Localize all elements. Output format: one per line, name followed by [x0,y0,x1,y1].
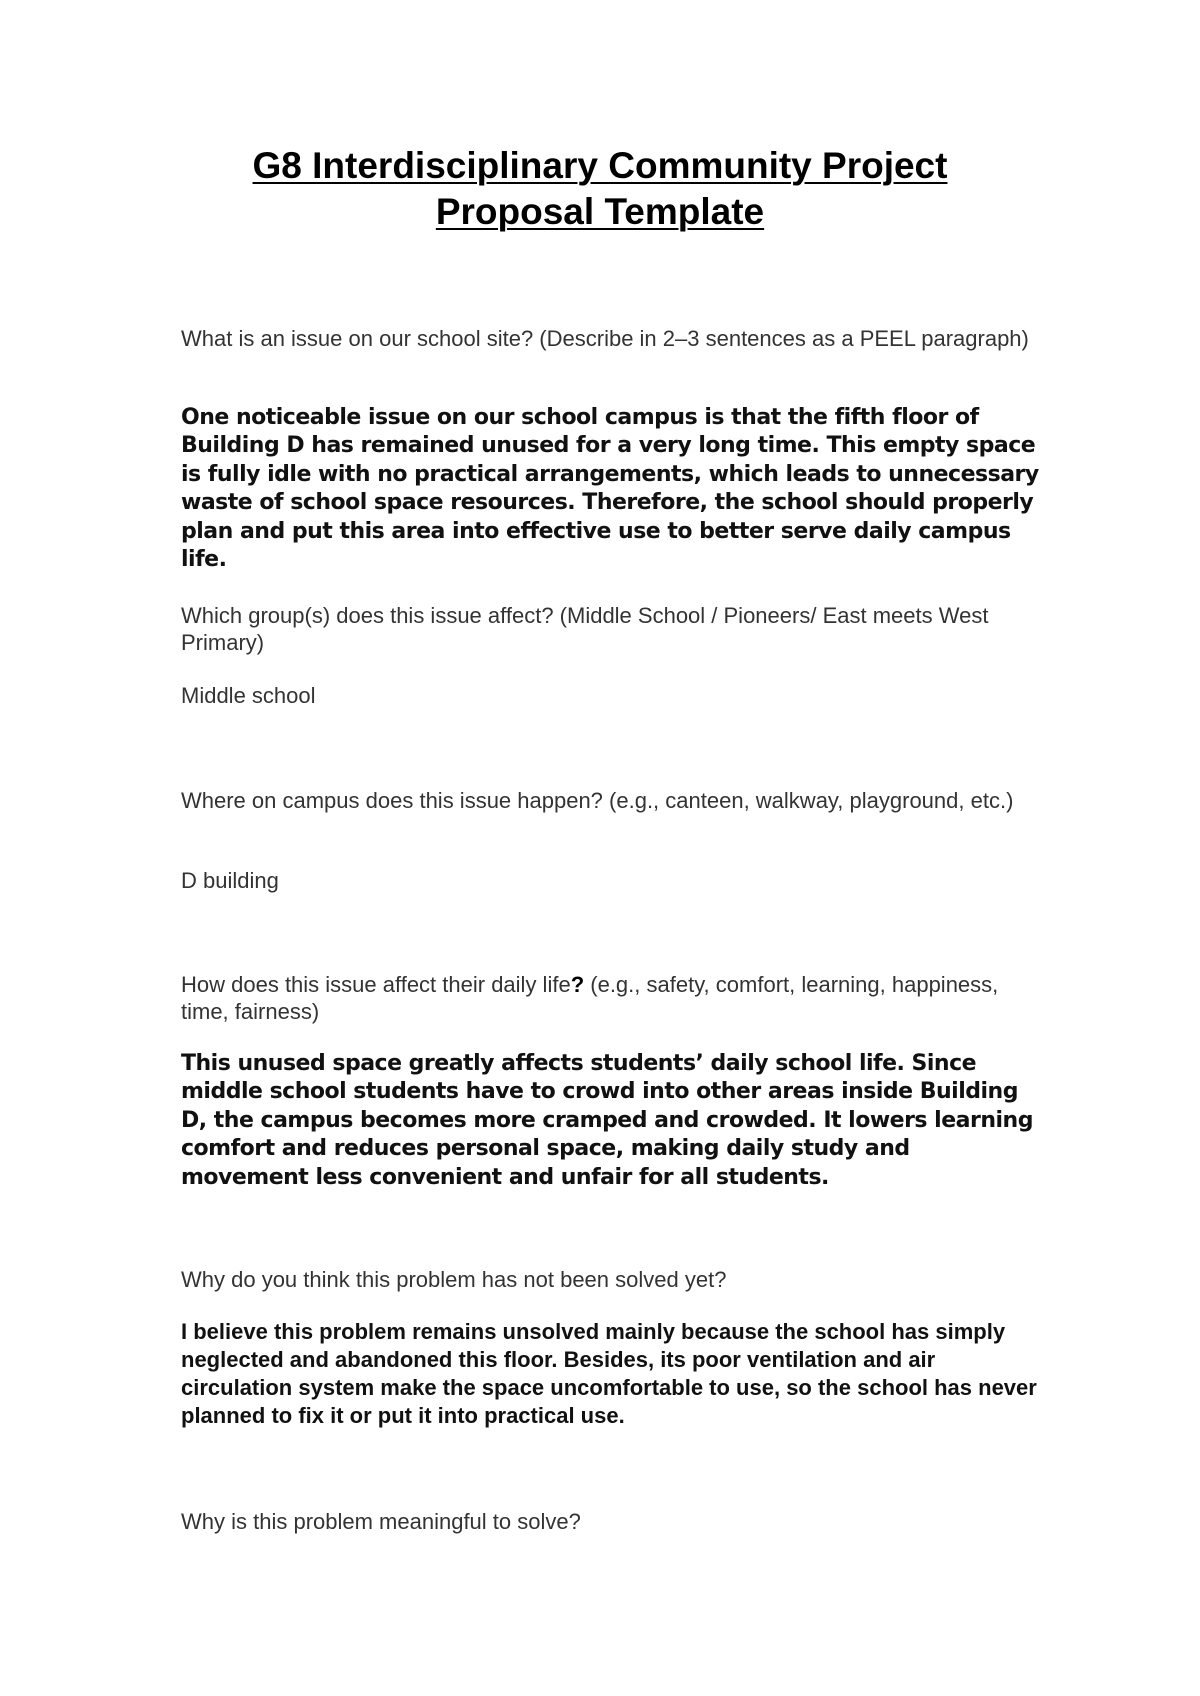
question-daily-life-impact [181,971,1041,1025]
title-line-1: G8 Interdisciplinary Community Project [252,145,948,186]
answer-affected-groups: Middle school [181,683,316,708]
title-line-2: Proposal Template [435,191,765,232]
question-issue: What is an issue on our school site? (Describe in 2–3 sentences as a PEEL paragraph) [181,326,1029,351]
question-location: Where on campus does this issue happen? (e.g., canteen, walkway, playground, etc.) [181,788,1014,813]
question-why-unsolved: Why do you think this problem has not been solved yet? [181,1267,727,1292]
answer-issue: One noticeable issue on our school campus is that the fifth floor of Building D has remained unused for a very long time. This empty space is fully idle with no practical arrangements, which leads to unnecessary waste of school space resources. Therefore, the school should properly plan and put this area into effective use to better serve daily campus life. [181,405,1039,573]
answer-location: D building [181,868,279,893]
question-daily-life-mark: ? [570,972,585,997]
document-title [0,143,1200,235]
answer-why-unsolved: I believe this problem remains unsolved mainly because the school has simply neglected and abandoned this floor. Besides, its poor ventilation and air circulation system make the space uncomfortable to use, so the school has never planned to fix it or put it into practical use. [181,1319,1037,1428]
question-meaningful: Why is this problem meaningful to solve? [181,1509,581,1534]
question-affected-groups: Which group(s) does this issue affect? (Middle School / Pioneers/ East meets West Primary) [181,603,989,655]
answer-daily-life-impact: This unused space greatly affects students’ daily school life. Since middle school students have to crowd into other areas inside Building D, the campus becomes more cramped and crowded. It lowers learning comfort and reduces personal space, making daily study and movement less convenient and unfair for all students. [181,1051,1033,1190]
question-daily-life-text: How does this issue affect their daily life [181,972,571,997]
question-daily-life-examples: (e.g., safety, comfort, learning, happiness, time, fairness) [181,972,999,1024]
